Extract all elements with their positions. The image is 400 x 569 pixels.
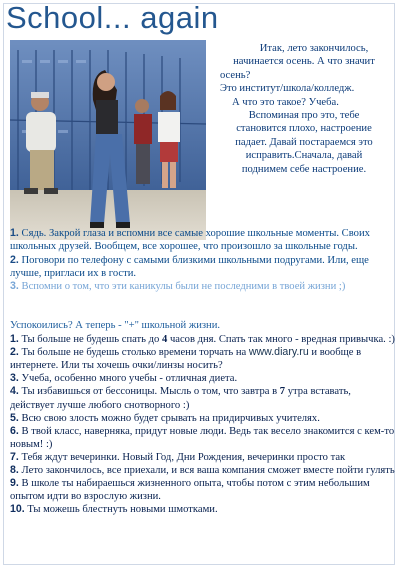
item-text-end: часов дня. Спать так много - вредная привычка. :)	[167, 334, 395, 346]
item-text: Сядь. Закрой глаза и вспомни все самые хорошие школьные моменты. Своих школьных друзей. Вообщем, все хорошее, что произошло за школьные годы.	[10, 228, 370, 253]
item-text: Всю свою злость можно будет срывать на придирчивых учителях.	[21, 412, 320, 424]
item-text: Учеба, особенно много учебы - отличная диета.	[21, 373, 238, 385]
school-pluses-list	[10, 319, 396, 516]
list-item	[10, 385, 396, 411]
item-text: Поговори по телефону с самыми близкими школьными подругами. Или, еще лучше, пригласи их в гости.	[10, 254, 369, 279]
item-number: 9.	[10, 477, 19, 490]
section-lead	[10, 319, 396, 332]
intro-line: начинается осень. А что значит	[233, 56, 375, 68]
item-number: 5.	[10, 411, 19, 424]
item-text: Вспомни о том, что эти каникулы были не последними в твоей жизни ;)	[21, 281, 346, 293]
list-item	[10, 254, 394, 281]
list-item	[10, 503, 396, 516]
item-highlight: 4	[162, 334, 168, 346]
list-item	[10, 425, 396, 451]
item-number: 7.	[10, 450, 19, 463]
lead-text-a: Успокоились? А теперь - "	[10, 320, 129, 331]
item-text: Ты больше не будешь спать до	[21, 334, 162, 346]
site-link[interactable]: www.diary.ru	[248, 346, 309, 359]
item-number: 4.	[10, 385, 19, 398]
intro-line: поднимем себе настроение.	[241, 163, 367, 175]
list-item	[10, 333, 396, 346]
item-text: В твой класс, наверняка, придут новые люди. Ведь так весело знакомится с кем-то новым! :)	[10, 425, 395, 450]
item-number: 1.	[10, 227, 19, 239]
item-number: 6.	[10, 424, 19, 437]
item-highlight: 7	[279, 386, 286, 398]
item-number: 3.	[10, 372, 19, 385]
intro-line: становится плохо, настроение	[236, 123, 372, 135]
list-item	[10, 451, 396, 464]
item-number: 8.	[10, 464, 19, 477]
list-item	[10, 280, 394, 293]
list-item	[10, 346, 396, 372]
intro-line: исправить.Сначала, давай	[245, 150, 363, 162]
item-text: Ты можешь блестнуть новыми шмотками.	[27, 504, 218, 516]
list-item	[10, 412, 396, 425]
intro-line: Это институт/школа/колледж.	[220, 83, 355, 95]
lead-text-b: " школьной жизни.	[134, 320, 221, 331]
item-text: Лето закончилось, все приехали, и вся ваша компания сможет вместе пойти гулять	[21, 465, 395, 477]
list-item	[10, 372, 396, 385]
list-item	[10, 464, 396, 477]
list-item	[10, 227, 394, 254]
list-item	[10, 477, 396, 503]
mood-tips-list	[10, 227, 394, 293]
item-text: Ты избавишься от бессоницы. Мысль о том, что завтра в	[21, 386, 280, 398]
item-text-end: утра вставать, действует лучше любого снотворного :)	[10, 386, 351, 411]
intro-text	[214, 42, 394, 176]
item-text: Тебя ждут вечеринки. Новый Год, Дни Рождения, вечеринки просто так	[21, 451, 346, 463]
item-number: 2.	[10, 346, 19, 359]
page-title: School... again	[6, 0, 219, 35]
intro-line: падает. Давай постараемся это	[235, 136, 373, 148]
item-text: В школе ты набираешься жизненного опыта, чтобы потом с этим небольшим опытом идти во взрослую жизни.	[10, 478, 370, 503]
photo-illustration	[10, 40, 206, 240]
lead-plus: +	[128, 320, 135, 331]
item-number: 3.	[10, 280, 19, 293]
item-text-end: и вообще в интернете. Или ты хочешь очки/линзы носить?	[10, 347, 362, 372]
item-number: 10.	[10, 503, 25, 516]
intro-line: Вспоминая про это, тебе	[248, 110, 360, 122]
intro-line: А что это такое? Учеба.	[232, 96, 339, 108]
intro-line: осень?	[220, 69, 251, 81]
school-hallway-photo	[10, 40, 206, 240]
intro-line: Итак, лето закончилось,	[259, 43, 369, 54]
item-number: 1.	[10, 333, 19, 346]
item-text: Ты больше не будешь столько времени торчать на	[21, 347, 249, 359]
item-number: 2.	[10, 253, 19, 266]
